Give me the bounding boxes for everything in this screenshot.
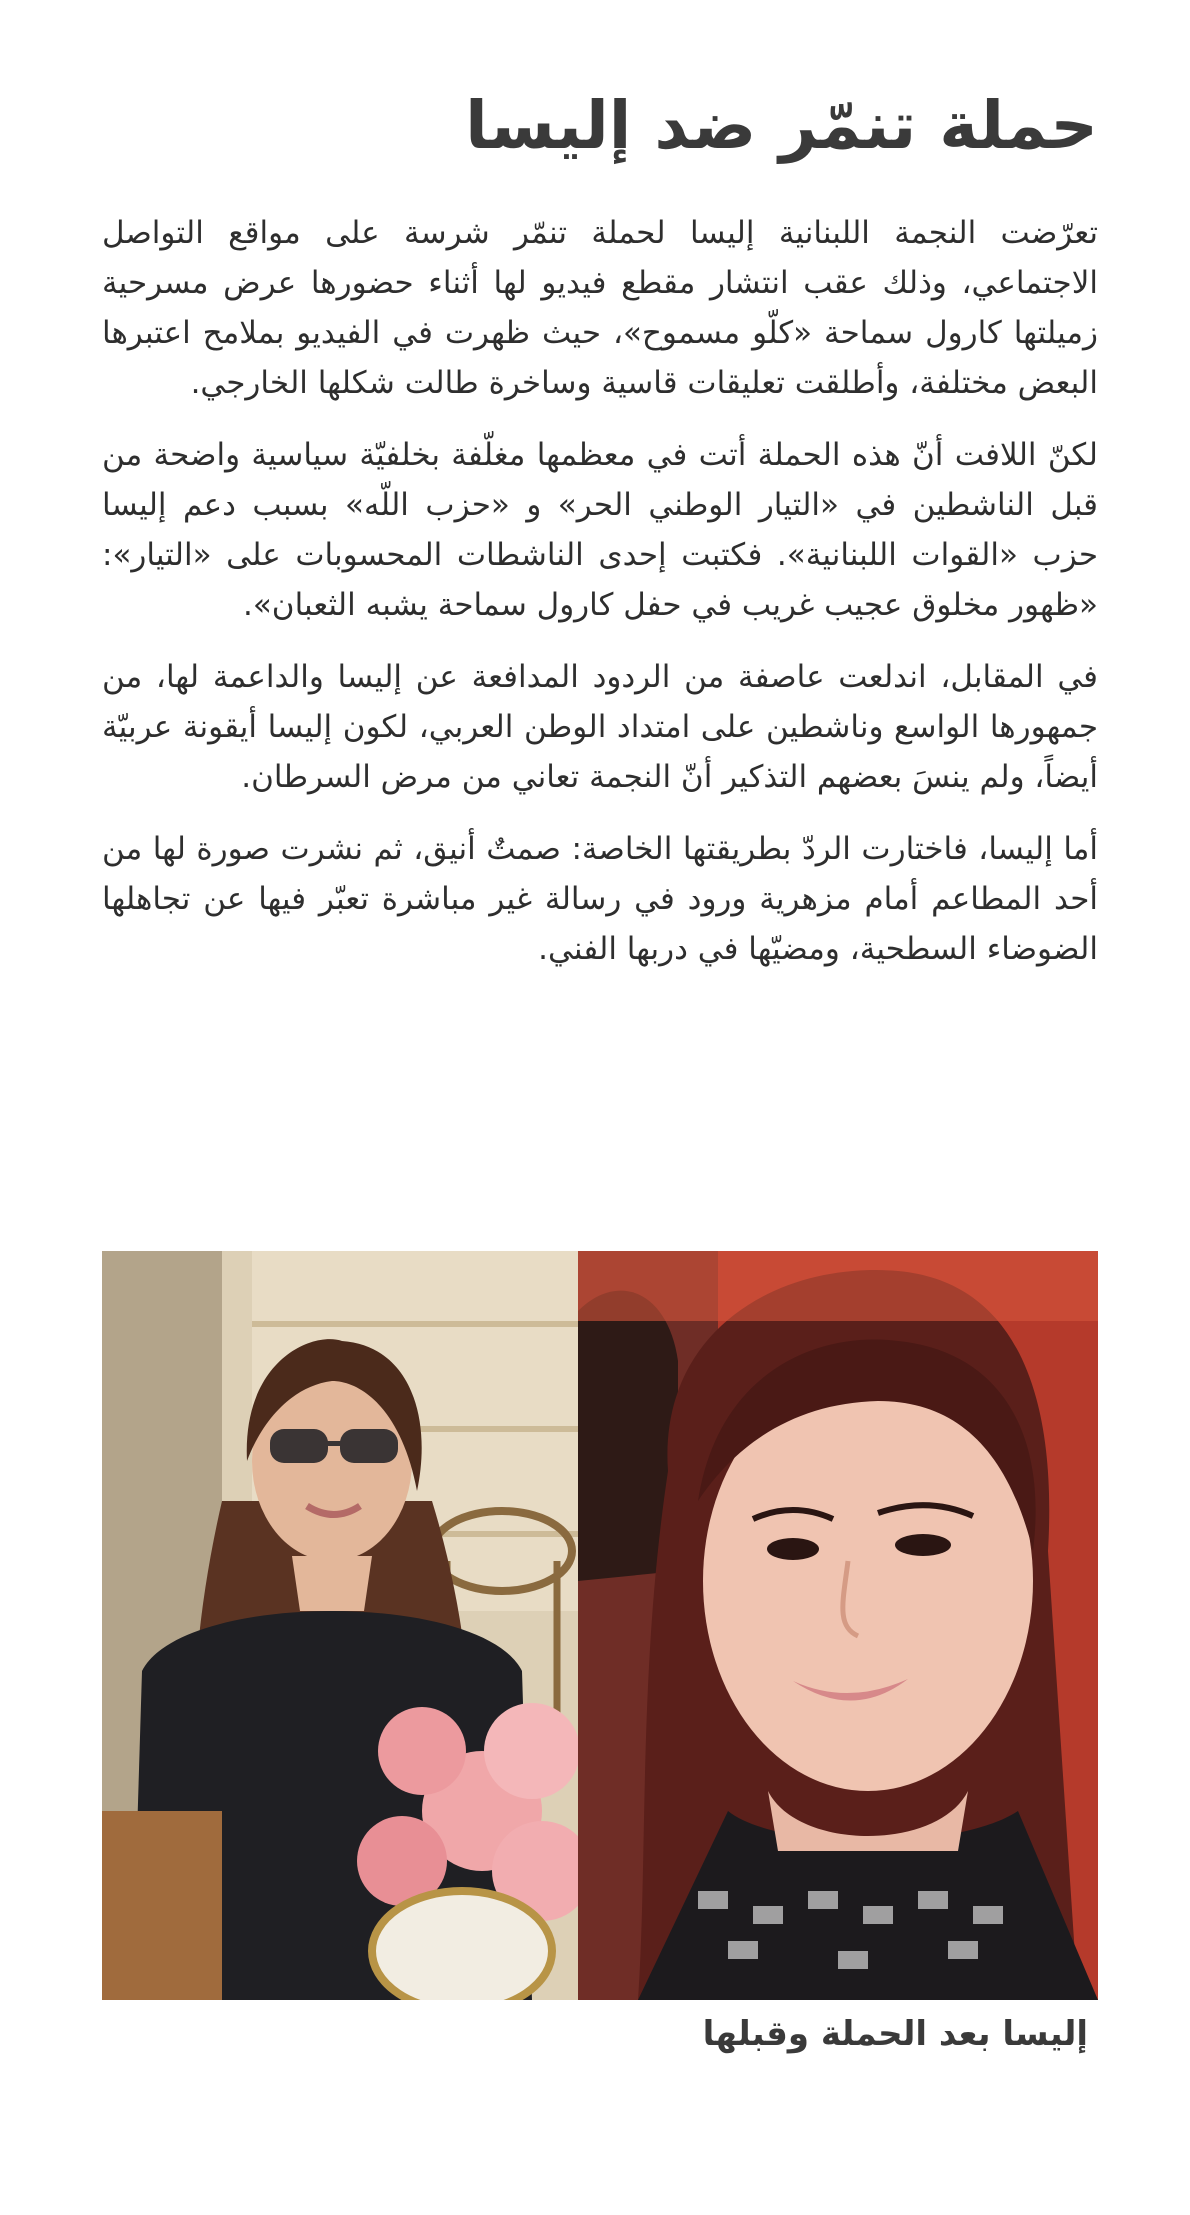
article-paragraph-1: تعرّضت النجمة اللبنانية إليسا لحملة تنمّر شرسة على مواقع التواصل الاجتماعي، وذلك عقب انتشار مقطع فيديو لها أثناء حضورها عرض مسرحية زميلتها كارول سماحة «كلّو مسموح»، حيث ظهرت في الفيديو بملامح اعتبرها البعض مختلفة، وأطلقت تعليقات قاسية وساخرة طالت شكلها الخارجي. bbox=[102, 215, 1098, 401]
portrait-before-illustration bbox=[102, 1251, 578, 2000]
article-body bbox=[102, 208, 1098, 996]
photo-caption: إليسا بعد الحملة وقبلها bbox=[702, 2014, 1088, 2054]
article-paragraph-2: لكنّ اللافت أنّ هذه الحملة أتت في معظمها مغلّفة بخلفيّة سياسية واضحة من قبل الناشطين في «التيار الوطني الحر» و «حزب اللّه» بسبب دعم إليسا حزب «القوات اللبنانية». فكتبت إحدى الناشطات المحسوبات على «التيار»: «ظهور مخلوق عجيب غريب في حفل كارول سماحة يشبه الثعبان». bbox=[102, 437, 1098, 623]
photo-before bbox=[102, 1251, 578, 2000]
photo-comparison bbox=[102, 1251, 1098, 2000]
article-headline: حملة تنمّر ضد إليسا bbox=[465, 87, 1098, 164]
article-paragraph-4: أما إليسا، فاختارت الردّ بطريقتها الخاصة: صمتٌ أنيق، ثم نشرت صورة لها من أحد المطاعم أمام مزهرية ورود في رسالة غير مباشرة تعبّر فيها عن تجاهلها الضوضاء السطحية، ومضيّها في دربها الفني. bbox=[102, 831, 1098, 967]
portrait-after-illustration bbox=[578, 1251, 1098, 2000]
article-paragraph-3: في المقابل، اندلعت عاصفة من الردود المدافعة عن إليسا والداعمة لها، من جمهورها الواسع وناشطين على امتداد الوطن العربي، لكون إليسا أيقونة عربيّة أيضاً، ولم ينسَ بعضهم التذكير أنّ النجمة تعاني من مرض السرطان. bbox=[102, 659, 1098, 795]
article-page bbox=[102, 0, 1098, 2215]
photo-after bbox=[578, 1251, 1098, 2000]
